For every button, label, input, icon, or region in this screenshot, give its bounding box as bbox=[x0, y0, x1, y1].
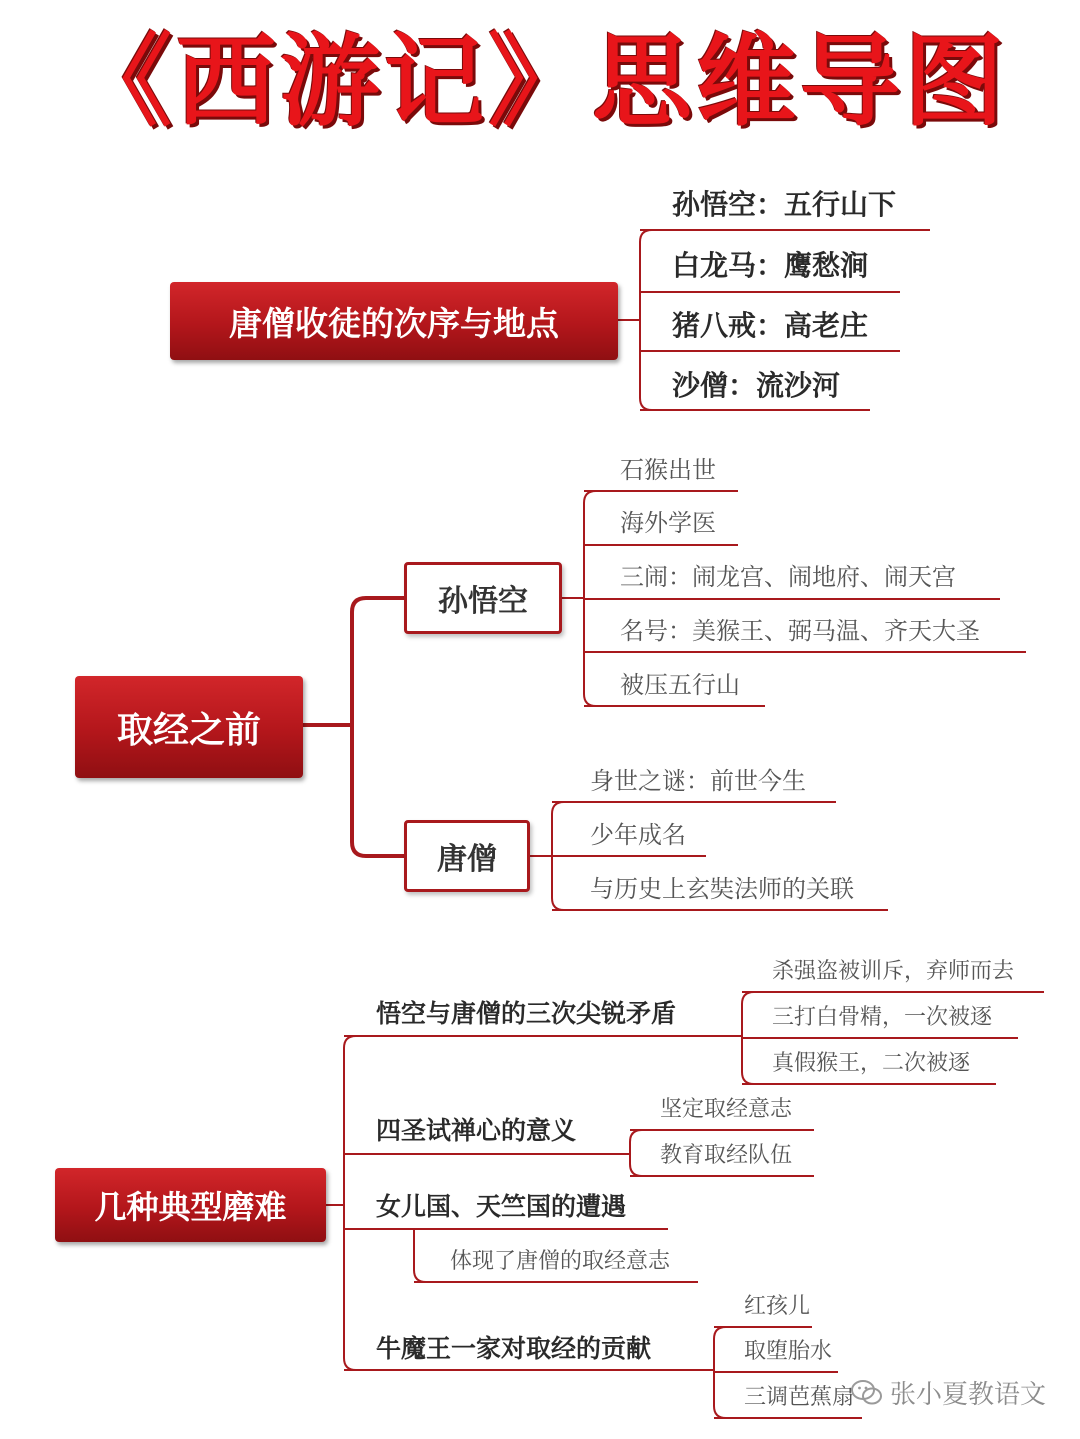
tang-item: 身世之谜：前世今生 bbox=[590, 767, 806, 795]
branch-label: 女儿国、天竺国的遭遇 bbox=[376, 1192, 627, 1221]
section2-label: 取经之前 bbox=[116, 709, 261, 751]
tang-seng-label: 唐僧 bbox=[437, 842, 497, 877]
tang-item: 与历史上玄奘法师的关联 bbox=[590, 875, 854, 903]
branch-item: 教育取经队伍 bbox=[660, 1143, 793, 1168]
branch-item: 真假猴王，二次被逐 bbox=[772, 1051, 971, 1076]
sun-wukong-box bbox=[404, 562, 562, 634]
branch-item: 红孩儿 bbox=[744, 1294, 811, 1319]
section1-box bbox=[170, 282, 618, 360]
section2-box bbox=[75, 676, 303, 778]
watermark bbox=[850, 1374, 1046, 1411]
branch-label: 四圣试禅心的意义 bbox=[376, 1116, 577, 1145]
sun-item: 被压五行山 bbox=[620, 671, 740, 699]
sun-item: 石猴出世 bbox=[620, 456, 716, 484]
branch-item: 坚定取经意志 bbox=[660, 1097, 793, 1122]
watermark-text: 张小夏教语文 bbox=[889, 1380, 1046, 1410]
branch-item: 取堕胎水 bbox=[744, 1339, 833, 1364]
sun-item: 名号：美猴王、弼马温、齐天大圣 bbox=[620, 617, 980, 645]
branch-item: 三调芭蕉扇 bbox=[744, 1385, 855, 1410]
section1-label: 唐僧收徒的次序与地点 bbox=[229, 303, 559, 343]
page-title: 《西游记》思维导图 bbox=[72, 23, 1008, 140]
section1-item: 沙僧：流沙河 bbox=[672, 369, 841, 402]
branch-label: 悟空与唐僧的三次尖锐矛盾 bbox=[376, 999, 677, 1028]
section3-box bbox=[55, 1168, 326, 1242]
branch-item: 体现了唐僧的取经意志 bbox=[450, 1249, 671, 1274]
sun-wukong-label: 孙悟空 bbox=[438, 584, 528, 619]
branch-label: 牛魔王一家对取经的贡献 bbox=[376, 1334, 652, 1363]
section1-item: 白龙马：鹰愁涧 bbox=[672, 249, 869, 282]
section3-label: 几种典型磨难 bbox=[94, 1188, 287, 1226]
sun-item: 三闹：闹龙宫、闹地府、闹天宫 bbox=[620, 563, 956, 591]
sun-item: 海外学医 bbox=[620, 509, 716, 537]
wechat-icon bbox=[850, 1379, 884, 1407]
section1-item: 孙悟空：五行山下 bbox=[672, 188, 897, 221]
section1-item: 猪八戒：高老庄 bbox=[672, 309, 869, 342]
tang-item: 少年成名 bbox=[590, 821, 686, 849]
tang-seng-box bbox=[404, 820, 530, 892]
branch-item: 三打白骨精，一次被逐 bbox=[772, 1005, 993, 1030]
branch-item: 杀强盗被训斥，弃师而去 bbox=[772, 959, 1015, 984]
